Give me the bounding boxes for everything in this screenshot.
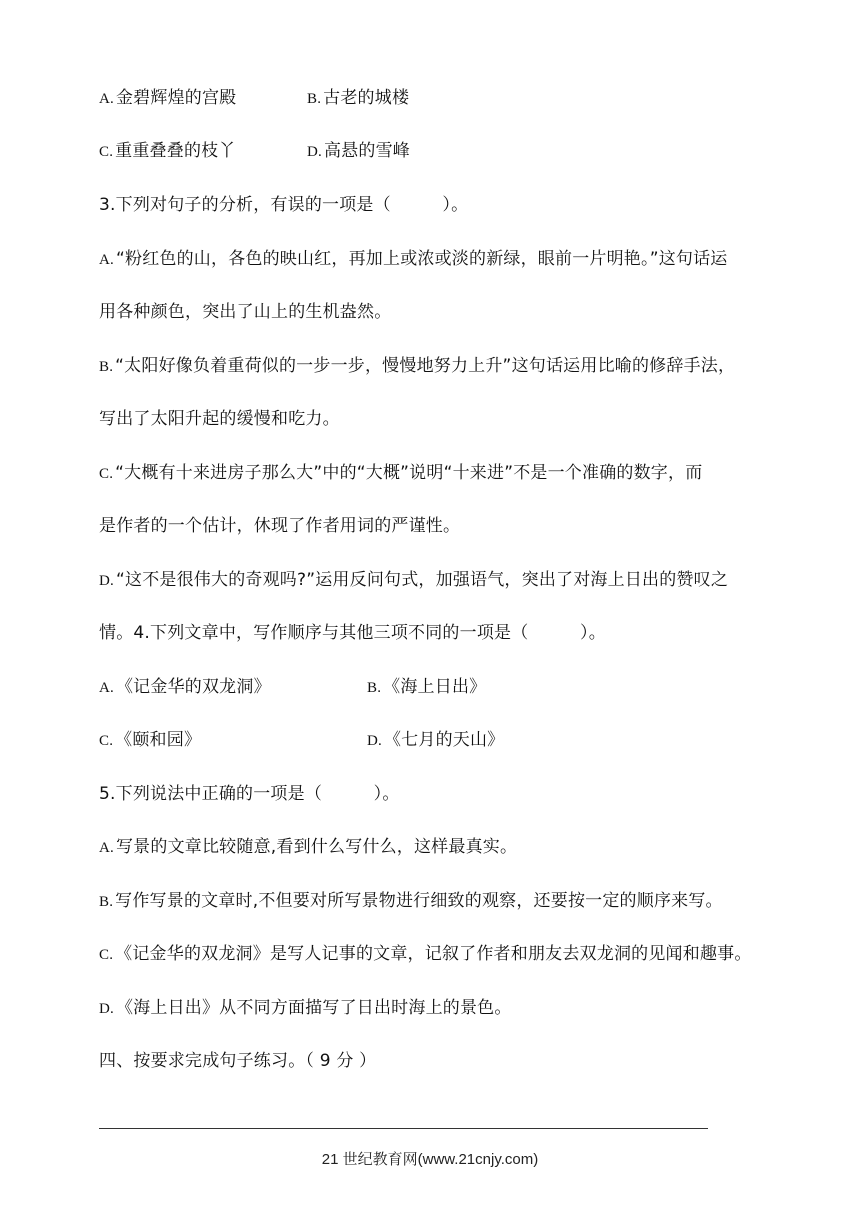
q4-options-row-2 bbox=[99, 729, 505, 752]
option-label: C. bbox=[99, 144, 114, 160]
option-text: 金碧辉煌的宫殿 bbox=[115, 88, 237, 108]
option-text: 《七月的天山》 bbox=[383, 730, 505, 750]
q5-option-d bbox=[99, 997, 512, 1020]
option-label: D. bbox=[99, 573, 114, 589]
q3-option-c-line2: 是作者的一个估计，休现了作者用词的严谨性。 bbox=[99, 516, 461, 536]
section-heading: 四、按要求完成句子练习。（ 9 分 ） bbox=[99, 1051, 377, 1071]
option-label: C. bbox=[99, 733, 114, 749]
option-text: “这不是很伟大的奇观吗?”运用反问句式，加强语气，突出了对海上日出的赞叹之 bbox=[115, 570, 729, 590]
option-text: 《颐和园》 bbox=[115, 730, 202, 750]
q4-option-b bbox=[367, 676, 486, 699]
q3-stem: 3.下列对句子的分析，有误的一项是（ ）。 bbox=[99, 195, 469, 215]
q5-option-a bbox=[99, 836, 517, 859]
option-text: 高悬的雪峰 bbox=[323, 141, 410, 161]
option-text: 《海上日出》从不同方面描写了日出时海上的景色。 bbox=[115, 998, 512, 1018]
option-text: 《海上日出》 bbox=[383, 677, 487, 697]
q3-option-d-line2: 情。4.下列文章中，写作顺序与其他三项不同的一项是（ ）。 bbox=[99, 623, 606, 643]
option-label: C. bbox=[99, 947, 114, 963]
q3-option-d-line1 bbox=[99, 569, 728, 592]
q4-options-row-1 bbox=[99, 676, 487, 699]
option-label: B. bbox=[99, 359, 114, 375]
option-label: A. bbox=[99, 840, 114, 856]
q2-options-row-2 bbox=[99, 140, 410, 163]
option-label: A. bbox=[99, 252, 114, 268]
q3-option-c-line1 bbox=[99, 462, 702, 485]
q5-option-b bbox=[99, 890, 723, 913]
option-text: 重重叠叠的枝丫 bbox=[115, 141, 236, 161]
option-text: “太阳好像负着重荷似的一步一步，慢慢地努力上升”这句话运用比喻的修辞手法， bbox=[115, 356, 736, 376]
option-text: 《记金华的双龙洞》 bbox=[115, 677, 271, 697]
option-label: A. bbox=[99, 680, 114, 696]
option-text: “大概有十来进房子那么大”中的“大概”说明“十来进”不是一个准确的数字，而 bbox=[115, 463, 703, 483]
footer-divider bbox=[99, 1128, 708, 1129]
option-label: D. bbox=[367, 733, 382, 749]
q2-options-row-1 bbox=[99, 87, 410, 110]
q2-option-d bbox=[307, 140, 410, 163]
option-label: D. bbox=[99, 1001, 114, 1017]
option-label: B. bbox=[307, 91, 322, 107]
q5-stem: 5.下列说法中正确的一项是（ ）。 bbox=[99, 784, 400, 804]
option-label: A. bbox=[99, 91, 114, 107]
q3-option-b-line2: 写出了太阳升起的缓慢和吃力。 bbox=[99, 409, 340, 429]
option-text: 写作写景的文章时,不但要对所写景物进行细致的观察，还要按一定的顺序来写。 bbox=[115, 891, 723, 911]
option-label: B. bbox=[99, 894, 114, 910]
option-text: 古老的城楼 bbox=[323, 88, 410, 108]
option-text: “粉红色的山，各色的映山红，再加上或浓或淡的新绿，眼前一片明艳。”这句话运 bbox=[115, 249, 728, 269]
option-label: D. bbox=[307, 144, 322, 160]
q3-option-a-line1 bbox=[99, 248, 728, 271]
option-text: 写景的文章比较随意,看到什么写什么，这样最真实。 bbox=[115, 837, 518, 857]
q3-option-b-line1 bbox=[99, 355, 735, 378]
option-label: B. bbox=[367, 680, 382, 696]
option-label: C. bbox=[99, 466, 114, 482]
q4-option-d bbox=[367, 729, 504, 752]
q3-option-a-line2: 用各种颜色，突出了山上的生机盎然。 bbox=[99, 302, 392, 322]
page-footer: 21 世纪教育网(www.21cnjy.com) bbox=[321, 1151, 539, 1168]
q5-option-c bbox=[99, 943, 752, 966]
q2-option-b bbox=[307, 87, 409, 110]
option-text: 《记金华的双龙洞》是写人记事的文章，记叙了作者和朋友去双龙洞的见闻和趣事。 bbox=[115, 944, 752, 964]
